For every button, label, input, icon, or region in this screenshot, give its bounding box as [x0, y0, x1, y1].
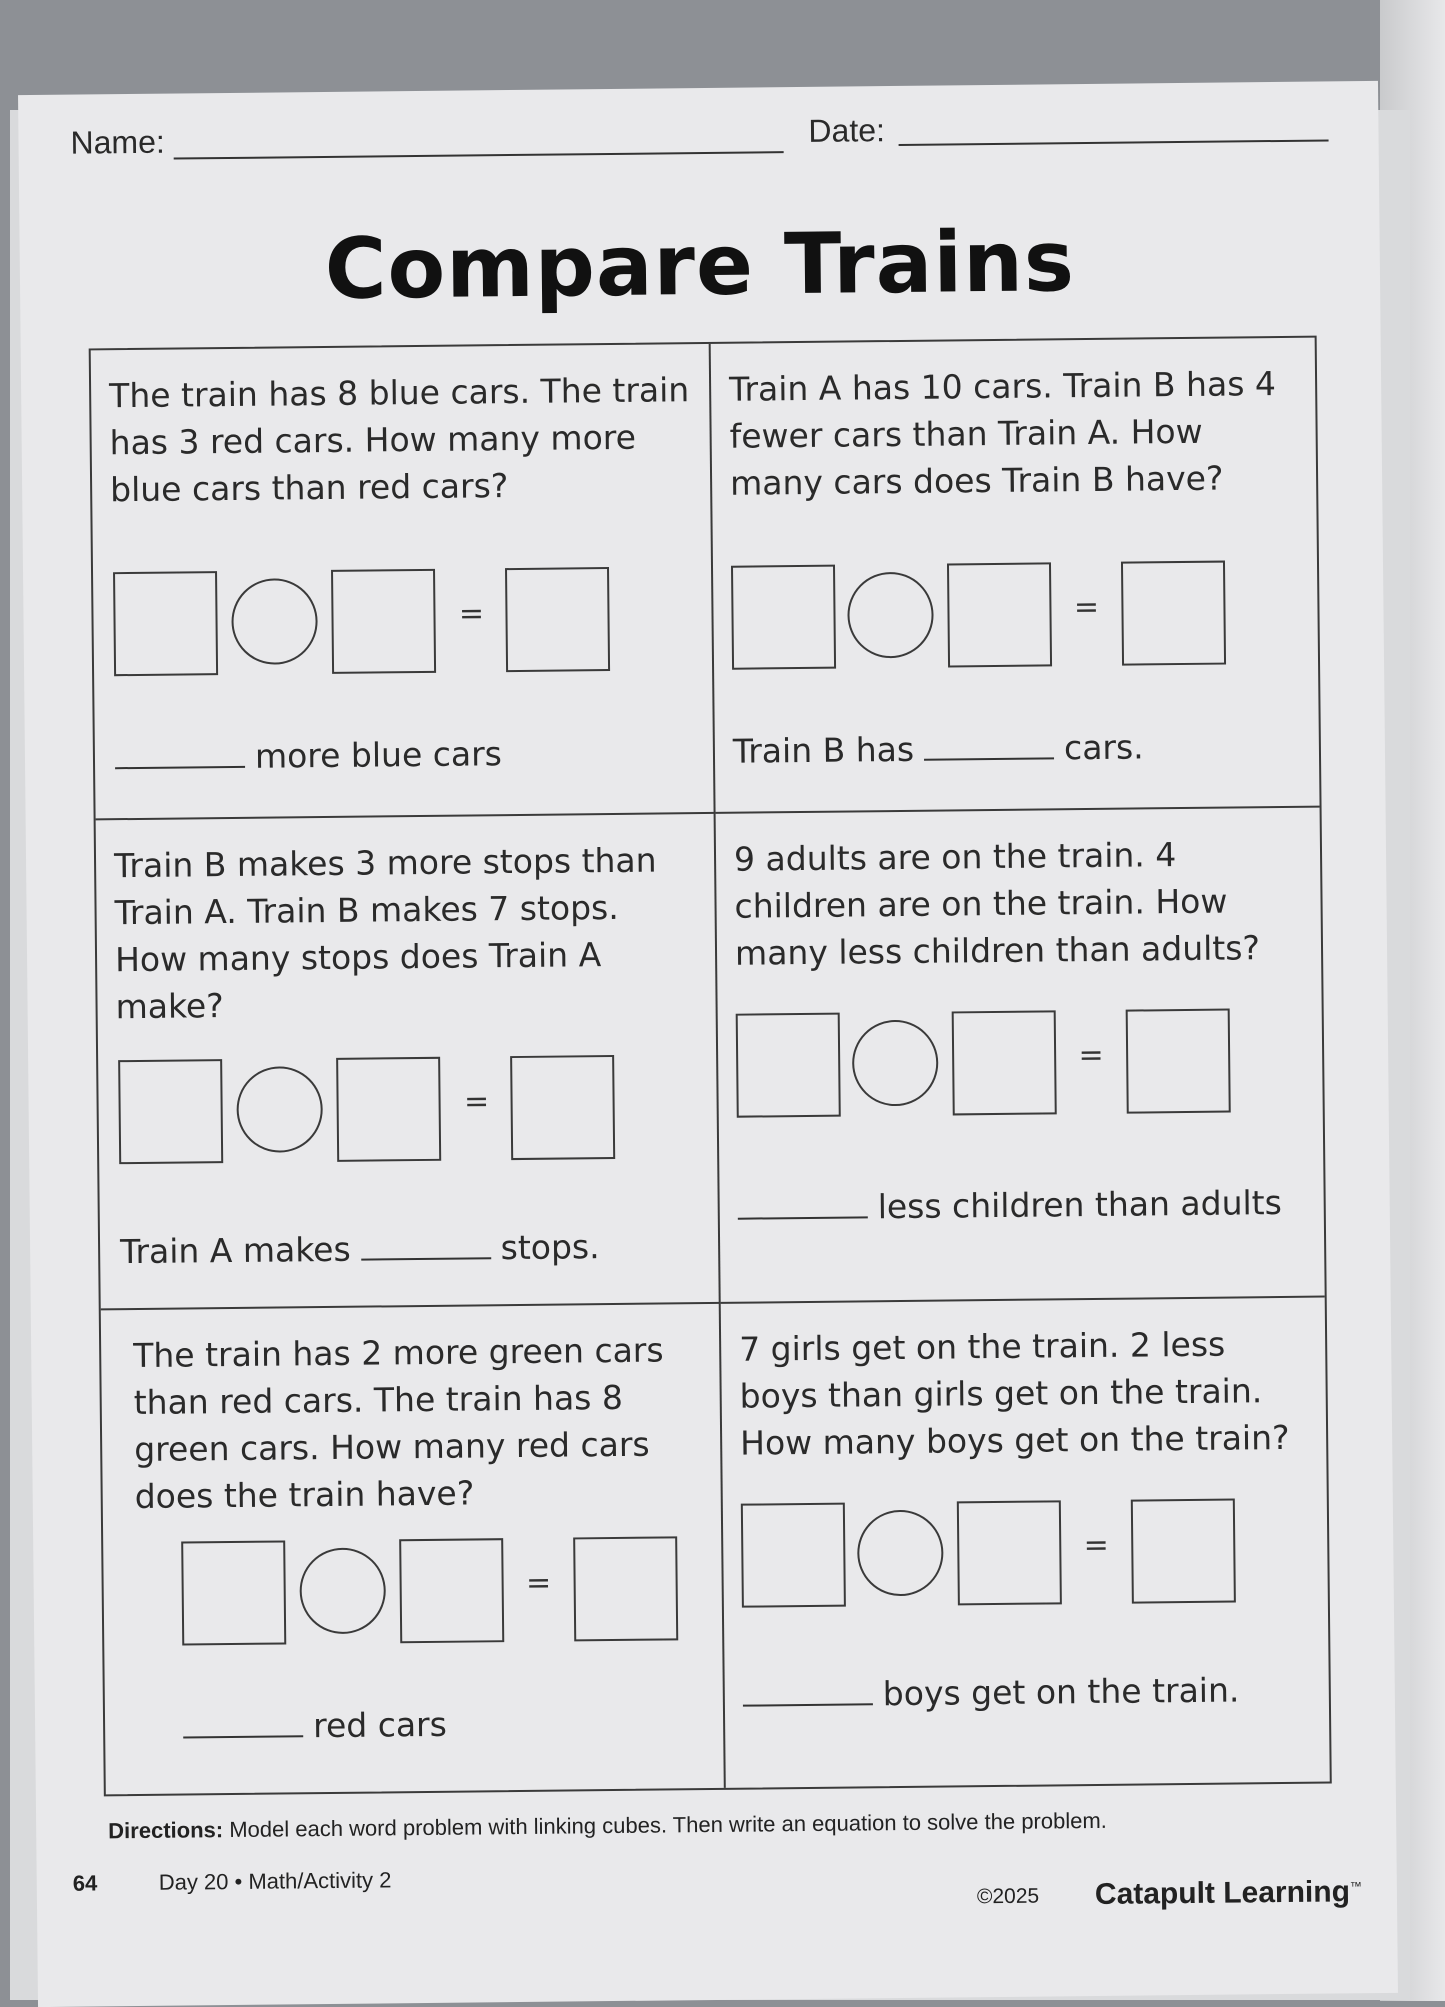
problem-cell	[716, 808, 1325, 1304]
page-title: Compare Trains	[324, 212, 1076, 318]
operator-circle[interactable]	[852, 1020, 939, 1107]
operator-circle[interactable]	[857, 1510, 944, 1597]
answer-box[interactable]	[1121, 561, 1226, 666]
number-box[interactable]	[952, 1010, 1057, 1115]
problem-cell	[96, 814, 721, 1310]
page-number: 64	[72, 1870, 98, 1896]
answer-after-text: more blue cars	[254, 734, 503, 776]
operator-circle[interactable]	[847, 572, 934, 659]
answer-after-text: cars.	[1063, 727, 1144, 768]
equals-sign: =	[1083, 1527, 1110, 1564]
problem-text: The train has 8 blue cars. The train has 3 red cars. How many more blue cars than red cars?	[108, 370, 690, 510]
directions-label: Directions:	[108, 1817, 224, 1844]
name-line[interactable]	[174, 151, 784, 159]
number-box[interactable]	[957, 1500, 1062, 1605]
problem-text: 7 girls get on the train. 2 less boys than girls get on the train. How many boys get on the train?	[738, 1324, 1290, 1463]
publisher-name: Catapult Learning	[1094, 1875, 1351, 1911]
directions	[108, 1808, 1107, 1844]
copyright: ©2025	[976, 1884, 1040, 1909]
activity-label: Day 20 • Math/Activity 2	[158, 1867, 392, 1895]
answer-box[interactable]	[505, 567, 610, 672]
worksheet-page	[18, 81, 1398, 2007]
answer-sentence	[733, 727, 1144, 770]
answer-blank[interactable]	[115, 766, 245, 769]
number-box[interactable]	[741, 1503, 846, 1608]
problem-cell	[711, 338, 1320, 814]
number-box[interactable]	[731, 565, 836, 670]
operator-circle[interactable]	[236, 1066, 323, 1153]
number-box[interactable]	[113, 571, 218, 676]
operator-circle[interactable]	[231, 578, 318, 665]
problem-grid	[89, 336, 1332, 1797]
trademark: ™	[1349, 1879, 1362, 1894]
number-box[interactable]	[336, 1057, 441, 1162]
directions-text: Model each word problem with linking cubes. Then write an equation to solve the problem.	[229, 1807, 1107, 1843]
answer-after-text: red cars	[312, 1704, 448, 1746]
number-box[interactable]	[947, 562, 1052, 667]
equals-sign: =	[463, 1084, 490, 1120]
date-line[interactable]	[899, 139, 1329, 146]
answer-after-text: stops.	[500, 1227, 600, 1268]
answer-blank[interactable]	[743, 1703, 873, 1706]
answer-before-text: Train A makes	[119, 1229, 351, 1272]
answer-before-text: Train B has	[732, 729, 915, 771]
publisher-logo	[1095, 1875, 1362, 1912]
answer-sentence	[743, 1670, 1240, 1714]
answer-sentence	[120, 1227, 600, 1271]
answer-blank[interactable]	[924, 757, 1054, 760]
answer-box[interactable]	[1126, 1009, 1231, 1114]
equals-sign: =	[525, 1565, 552, 1601]
problem-text: The train has 2 more green cars than red cars. The train has 8 green cars. How many red cars does the train have?	[133, 1330, 664, 1517]
number-box[interactable]	[118, 1059, 223, 1164]
date-label: Date:	[808, 112, 886, 149]
name-label: Name:	[70, 123, 165, 161]
problem-text: Train A has 10 cars. Train B has 4 fewer cars than Train A. How many cars does Train B have?	[728, 364, 1277, 503]
answer-sentence	[183, 1705, 447, 1747]
number-box[interactable]	[399, 1538, 504, 1643]
problem-cell	[91, 344, 716, 820]
answer-blank[interactable]	[183, 1735, 303, 1738]
number-box[interactable]	[331, 569, 436, 674]
number-box[interactable]	[736, 1013, 841, 1118]
equals-sign: =	[458, 596, 485, 632]
equals-sign: =	[1073, 589, 1100, 626]
problem-cell	[721, 1298, 1330, 1788]
answer-box[interactable]	[1131, 1499, 1236, 1604]
problem-text: Train B makes 3 more stops than Train A. Train B makes 7 stops. How many stops does Train A make?	[113, 840, 657, 1027]
answer-blank[interactable]	[361, 1257, 491, 1260]
answer-sentence	[115, 734, 502, 777]
answer-blank[interactable]	[738, 1216, 868, 1219]
answer-after-text: boys get on the train.	[882, 1670, 1240, 1714]
number-box[interactable]	[181, 1540, 286, 1645]
answer-box[interactable]	[510, 1055, 615, 1160]
problem-cell	[101, 1304, 726, 1794]
equals-sign: =	[1078, 1037, 1104, 1074]
answer-box[interactable]	[573, 1536, 678, 1641]
operator-circle[interactable]	[299, 1547, 386, 1634]
answer-after-text: less children than adults	[877, 1183, 1283, 1227]
answer-sentence	[738, 1183, 1282, 1228]
problem-text: 9 adults are on the train. 4 children are on the train. How many less children than adults?	[733, 835, 1261, 973]
